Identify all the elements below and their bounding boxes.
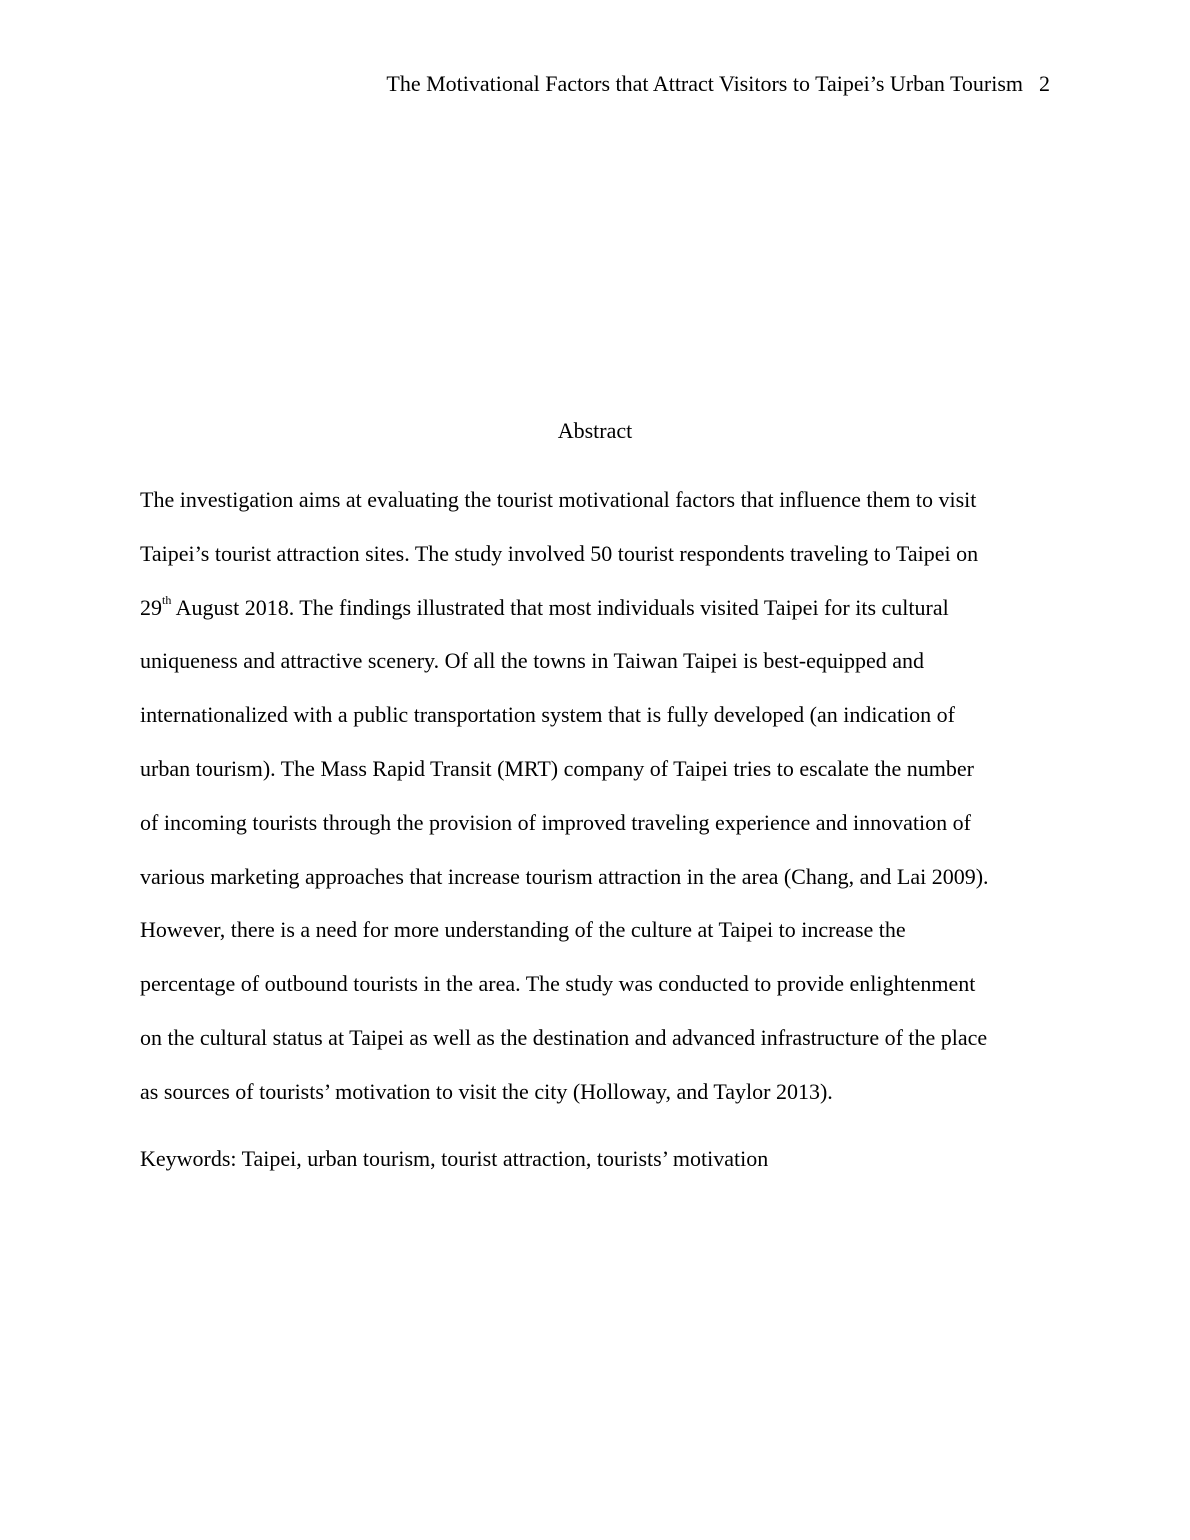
abstract-line: various marketing approaches that increase tourism attraction in the area (Chang, and Lai 2009). — [140, 863, 989, 889]
date-ordinal-suffix: th — [162, 593, 172, 608]
abstract-line: internationalized with a public transportation system that is fully developed (an indication of — [140, 702, 956, 728]
abstract-line-with-date — [140, 581, 1060, 635]
abstract-line: of incoming tourists through the provision of improved traveling experience and innovation of — [140, 809, 971, 835]
abstract-line: The investigation aims at evaluating the tourist motivational factors that influence them to visit — [140, 487, 977, 512]
abstract-heading: Abstract — [557, 418, 633, 443]
abstract-line: Taipei’s tourist attraction sites. The study involved 50 tourist respondents traveling to Taipei on — [140, 540, 979, 566]
abstract-line-rest: August 2018. The findings illustrated that most individuals visited Taipei for its cultural — [171, 594, 949, 620]
running-head — [386, 70, 1050, 98]
abstract-line: uniqueness and attractive scenery. Of all the towns in Taiwan Taipei is best-equipped and — [140, 648, 925, 674]
abstract-line: as sources of tourists’ motivation to visit the city (Holloway, and Taylor 2013). — [140, 1078, 833, 1104]
abstract-paragraph — [140, 473, 1060, 1119]
abstract-line: However, there is a need for more understanding of the culture at Taipei to increase the — [140, 917, 906, 943]
keywords-line: Keywords: Taipei, urban tourism, tourist attraction, tourists’ motivation — [140, 1146, 769, 1171]
page-number: 2 — [1039, 71, 1050, 96]
date-day: 29 — [140, 594, 162, 620]
abstract-line: percentage of outbound tourists in the area. The study was conducted to provide enlightenment — [140, 971, 976, 997]
abstract-line: urban tourism). The Mass Rapid Transit (MRT) company of Taipei tries to escalate the number — [140, 755, 975, 781]
running-title: The Motivational Factors that Attract Visitors to Taipei’s Urban Tourism — [386, 71, 1023, 96]
abstract-line: on the cultural status at Taipei as well as the destination and advanced infrastructure of the place — [140, 1024, 988, 1050]
